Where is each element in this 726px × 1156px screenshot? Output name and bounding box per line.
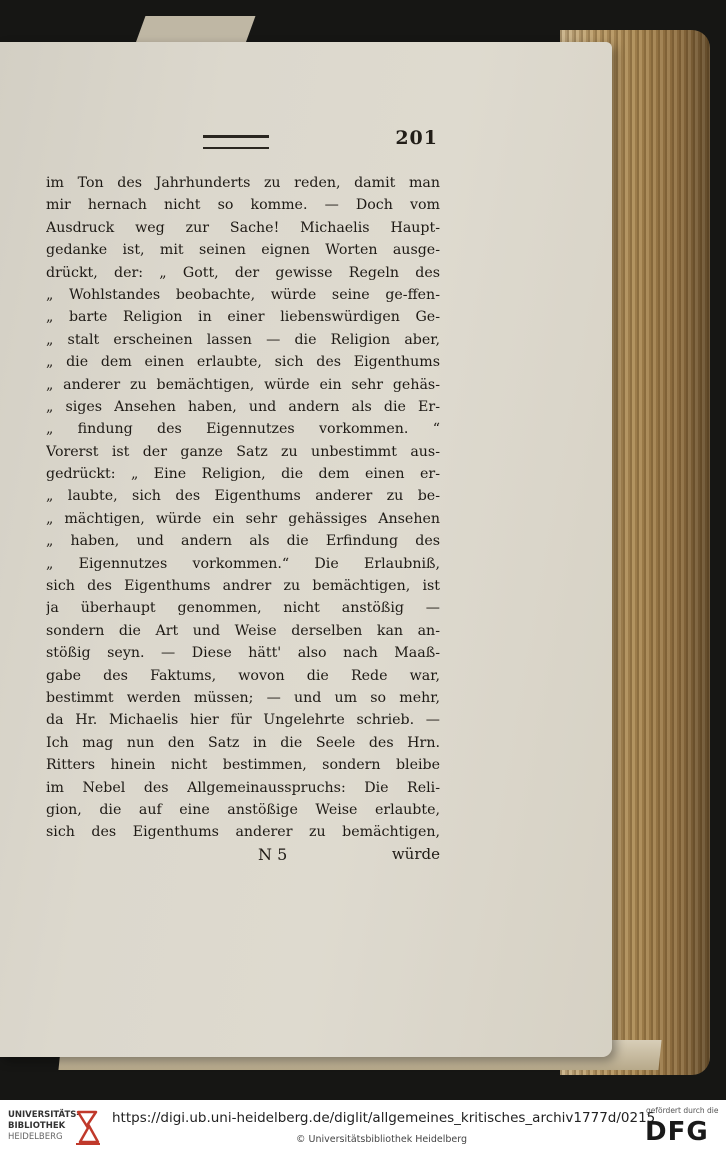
catchword: würde (391, 845, 440, 863)
text-line: „ die dem einen erlaubte, sich des Eigenthums (46, 354, 440, 371)
text-line: „ siges Ansehen haben, und andern als die Er- (46, 398, 440, 415)
text-line: „ stalt erscheinen lassen — die Religion aber, (46, 331, 440, 348)
text-line: gabe des Faktums, wovon die Rede war, (46, 667, 440, 684)
text-line: sich des Eigenthums andrer zu bemächtigen, ist (46, 578, 440, 595)
text-line: Ausdruck weg zur Sache! Michaelis Haupt- (46, 219, 440, 236)
text-line: im Ton des Jahrhunderts zu reden, damit man (46, 175, 440, 191)
text-line: da Hr. Michaelis hier für Ungelehrte schrieb. — (46, 712, 440, 729)
text-line: „ mächtigen, würde ein sehr gehässiges Ansehen (46, 510, 440, 527)
library-name-line2: BIBLIOTHEK (8, 1121, 66, 1131)
header-rule (203, 135, 269, 149)
permalink-url[interactable]: https://digi.ub.uni-heidelberg.de/diglit/allgemeines_kritisches_archiv1777d/0215 (112, 1110, 656, 1126)
viewer-footer (0, 1100, 726, 1156)
text-line: „ haben, und andern als die Erfindung des (46, 533, 440, 550)
text-line: drückt, der: „ Gott, der gewisse Regeln des (46, 264, 440, 281)
university-emblem-icon (74, 1108, 102, 1146)
text-line: ja überhaupt genommen, nicht anstößig — (46, 600, 440, 617)
text-line: „ Wohlstandes beobachte, würde seine ge-ffen- (46, 286, 440, 303)
signature-mark: N 5 (258, 845, 288, 864)
library-name-line1: UNIVERSITÄTS- (8, 1110, 80, 1120)
copyright-text: © Universitätsbibliothek Heidelberg (296, 1134, 468, 1145)
text-line: sondern die Art und Weise derselben kan an- (46, 622, 440, 639)
funding-note: gefördert durch die (646, 1106, 719, 1115)
copyright-notice (296, 1134, 467, 1145)
text-line: „ laubte, sich des Eigenthums anderer zu be- (46, 488, 440, 505)
text-line: Vorerst ist der ganze Satz zu unbestimmt aus- (46, 443, 440, 460)
library-name-line3: HEIDELBERG (8, 1132, 63, 1142)
text-line: im Nebel des Allgemeinausspruchs: Die Reli- (46, 779, 440, 796)
text-line: „ anderer zu bemächtigen, würde ein sehr gehäs- (46, 376, 440, 393)
text-line: „ findung des Eigennutzes vorkommen. “ (46, 421, 440, 438)
dfg-logo[interactable]: DFG (645, 1117, 709, 1147)
text-line: gion, die auf eine anstößige Weise erlaubte, (46, 801, 440, 818)
body-text (46, 172, 440, 844)
text-line: bestimmt werden müssen; — und um so mehr, (46, 689, 440, 706)
text-line: „ barte Religion in einer liebenswürdigen Ge- (46, 309, 440, 326)
text-line: gedrückt: „ Eine Religion, die dem einen er- (46, 466, 440, 483)
text-line: „ Eigennutzes vorkommen.“ Die Erlaubniß, (46, 555, 440, 572)
text-line: mir hernach nicht so komme. — Doch vom (46, 197, 440, 214)
text-line: sich des Eigenthums anderer zu bemächtigen, (46, 824, 440, 841)
text-line: stößig seyn. — Diese hätt' also nach Maaß- (46, 645, 440, 662)
text-line: gedanke ist, mit seinen eignen Worten ausge- (46, 242, 440, 259)
text-line: Ritters hinein nicht bestimmen, sondern bleibe (46, 757, 440, 774)
text-line: Ich mag nun den Satz in die Seele des Hrn. (46, 734, 440, 751)
page-number: 201 (395, 127, 438, 149)
